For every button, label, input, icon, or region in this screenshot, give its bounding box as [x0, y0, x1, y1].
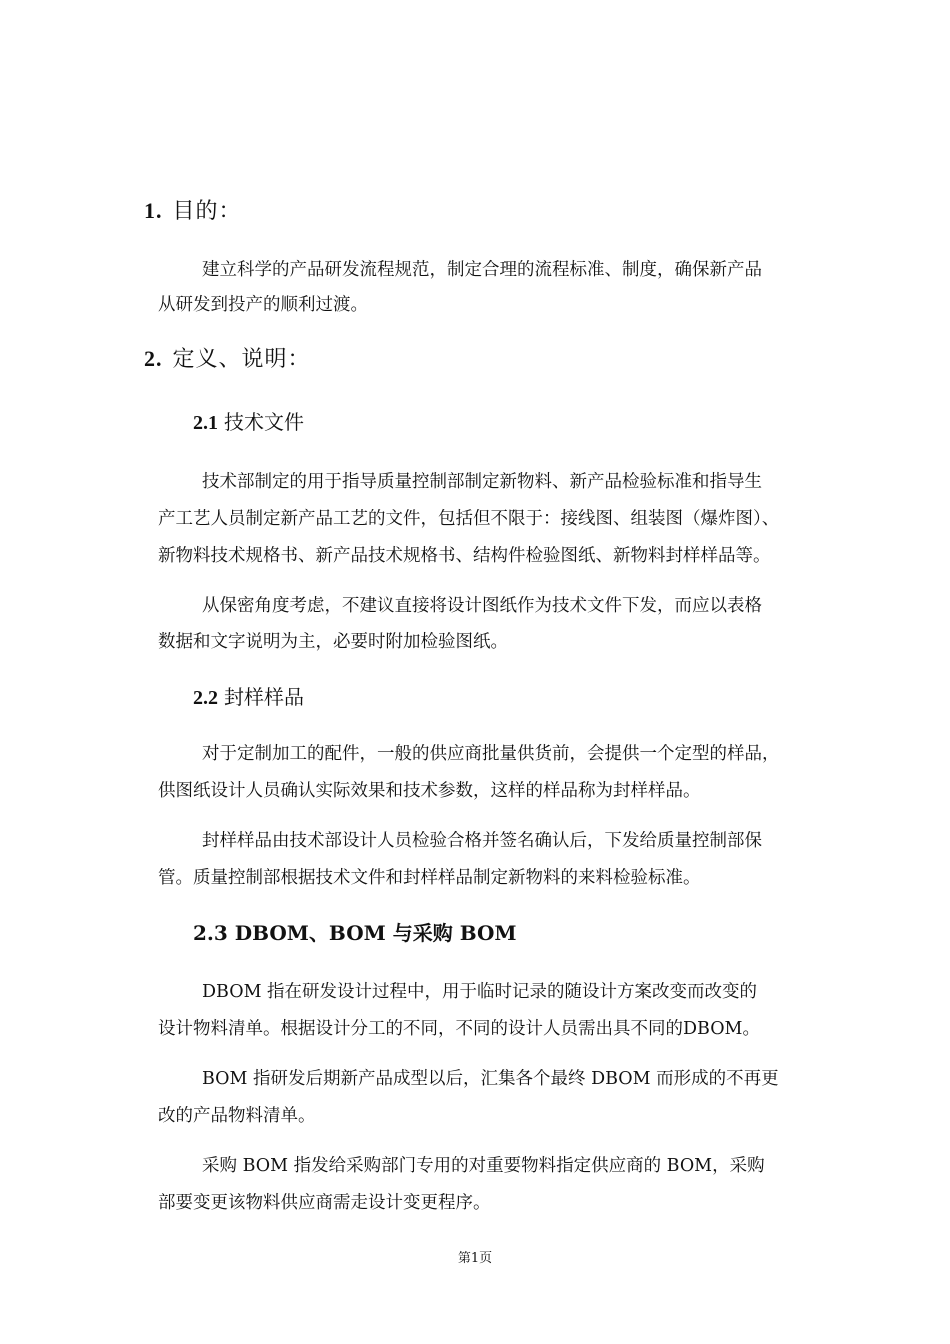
- heading-section-2-3: 2.3 DBOM、BOM 与采购 BOM: [193, 921, 517, 945]
- paragraph-line: BOM 指研发后期新产品成型以后，汇集各个最终 DBOM 而形成的不再更: [202, 1069, 779, 1089]
- paragraph-line: 设计物料清单。根据设计分工的不同，不同的设计人员需出具不同的DBOM。: [158, 1019, 760, 1039]
- heading-title: 定义、说明：: [172, 347, 311, 372]
- paragraph-line: 数据和文字说明为主，必要时附加检验图纸。: [158, 632, 508, 652]
- heading-number: 2.2: [193, 687, 218, 709]
- paragraph-line: 对于定制加工的配件，一般的供应商批量供货前，会提供一个定型的样品，: [202, 744, 780, 764]
- paragraph-line: DBOM 指在研发设计过程中，用于临时记录的随设计方案改变而改变的: [202, 982, 758, 1002]
- heading-section-1: [144, 196, 242, 227]
- paragraph-line: 管。质量控制部根据技术文件和封样样品制定新物料的来料检验标准。: [158, 868, 701, 888]
- paragraph-line: 建立科学的产品研发流程规范，制定合理的流程标准、制度，确保新产品: [202, 260, 762, 280]
- paragraph-line: 从保密角度考虑，不建议直接将设计图纸作为技术文件下发，而应以表格: [202, 596, 762, 616]
- paragraph-line: 改的产品物料清单。: [158, 1106, 316, 1126]
- heading-title: 封样样品: [224, 685, 304, 709]
- paragraph-line: 新物料技术规格书、新产品技术规格书、结构件检验图纸、新物料封样样品等。: [158, 546, 771, 566]
- heading-number: 2.: [144, 346, 163, 371]
- page-number: 第1页: [457, 1251, 493, 1266]
- heading-section-2-2: [193, 683, 304, 712]
- heading-title: 目的：: [172, 199, 242, 224]
- paragraph-line: 技术部制定的用于指导质量控制部制定新物料、新产品检验标准和指导生: [202, 472, 762, 492]
- heading-number: 1.: [144, 198, 163, 223]
- heading-number: 2.1: [193, 412, 218, 434]
- paragraph-line: 产工艺人员制定新产品工艺的文件，包括但不限于：接线图、组装图（爆炸图）、: [158, 509, 780, 529]
- paragraph-line: 部要变更该物料供应商需走设计变更程序。: [158, 1193, 491, 1213]
- paragraph-line: 采购 BOM 指发给采购部门专用的对重要物料指定供应商的 BOM，采购: [202, 1156, 765, 1176]
- heading-section-2: [144, 344, 311, 375]
- paragraph-line: 封样样品由技术部设计人员检验合格并签名确认后，下发给质量控制部保: [202, 831, 762, 851]
- paragraph-line: 从研发到投产的顺利过渡。: [158, 295, 368, 315]
- heading-section-2-1: [193, 408, 304, 437]
- paragraph-line: 供图纸设计人员确认实际效果和技术参数，这样的样品称为封样样品。: [158, 781, 701, 801]
- heading-title: 技术文件: [224, 410, 304, 434]
